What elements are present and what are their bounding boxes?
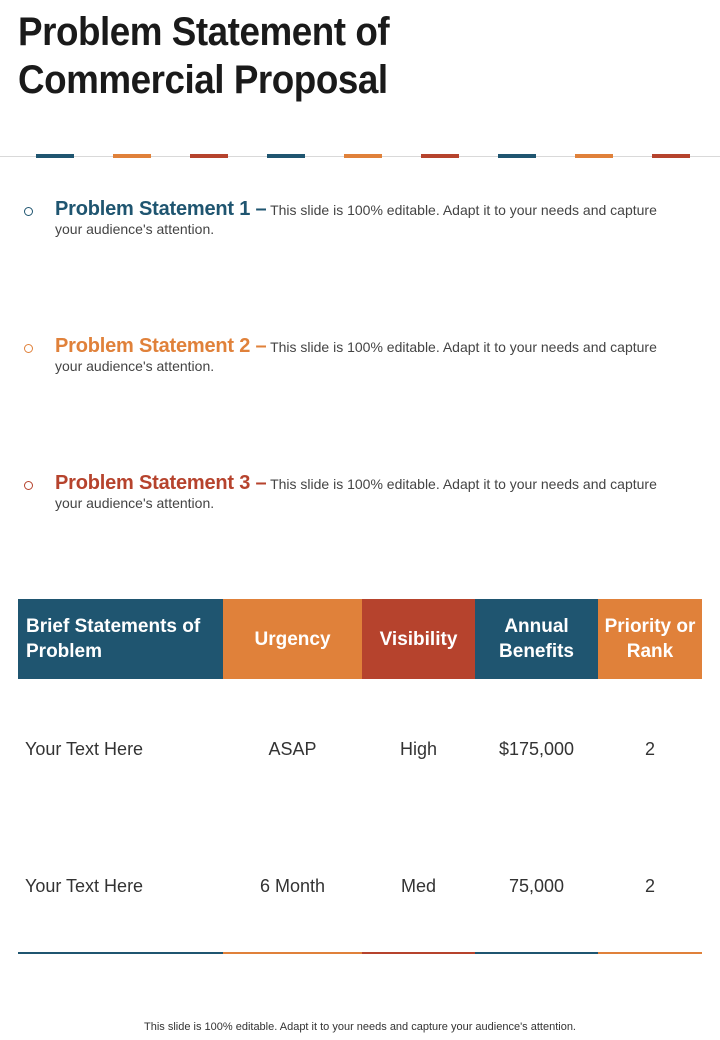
table-cell-problem: Your Text Here bbox=[25, 876, 144, 896]
table-bottom-border bbox=[223, 952, 362, 954]
table-cell-urgency: 6 Month bbox=[259, 876, 326, 896]
table-cell-priority: 2 bbox=[644, 739, 655, 759]
table-cell-problem: Your Text Here bbox=[25, 739, 144, 759]
table-bottom-border bbox=[362, 952, 475, 954]
table-cell-urgency: ASAP bbox=[268, 739, 317, 759]
divider-dash bbox=[575, 154, 613, 158]
circle-bullet-icon bbox=[24, 207, 33, 216]
table-cell-visibility: High bbox=[399, 739, 438, 759]
divider-dash bbox=[344, 154, 382, 158]
divider-dash bbox=[113, 154, 151, 158]
statement-heading: Problem Statement 1 – bbox=[55, 198, 267, 220]
table-header-visibility: Visibility bbox=[362, 599, 475, 679]
statement-text: This slide is 100% editable. Adapt it to your needs and capture your audience's attention. bbox=[55, 476, 657, 511]
divider-dash bbox=[267, 154, 305, 158]
footer-note: This slide is 100% editable. Adapt it to your needs and capture your audience's attention. bbox=[144, 1021, 576, 1033]
table-cell-visibility: Med bbox=[400, 876, 436, 896]
table-bottom-border bbox=[598, 952, 702, 954]
divider-dash bbox=[190, 154, 228, 158]
table-header-urgency: Urgency bbox=[223, 599, 362, 679]
statement-heading: Problem Statement 2 – bbox=[55, 335, 267, 357]
table-bottom-border bbox=[475, 952, 598, 954]
table-cell-annual-benefits: 75,000 bbox=[508, 876, 565, 896]
statement-text: This slide is 100% editable. Adapt it to your needs and capture your audience's attention. bbox=[55, 339, 657, 374]
statement-text: This slide is 100% editable. Adapt it to your needs and capture your audience's attention. bbox=[55, 202, 657, 237]
divider-dash bbox=[652, 154, 690, 158]
table-header-priority: Priority or Rank bbox=[598, 599, 702, 679]
page-title: Problem Statement of Commercial Proposal bbox=[18, 10, 390, 102]
table-header-annual-benefits: Annual Benefits bbox=[475, 599, 598, 679]
table-bottom-border bbox=[18, 952, 223, 954]
statement-heading: Problem Statement 3 – bbox=[55, 472, 267, 494]
table-cell-annual-benefits: $175,000 bbox=[498, 739, 575, 759]
table-cell-priority: 2 bbox=[644, 876, 655, 896]
circle-bullet-icon bbox=[24, 481, 33, 490]
divider-dash bbox=[36, 154, 74, 158]
circle-bullet-icon bbox=[24, 344, 33, 353]
table-header-problem: Brief Statements of Problem bbox=[18, 599, 223, 679]
divider-dash bbox=[421, 154, 459, 158]
divider-dash bbox=[498, 154, 536, 158]
